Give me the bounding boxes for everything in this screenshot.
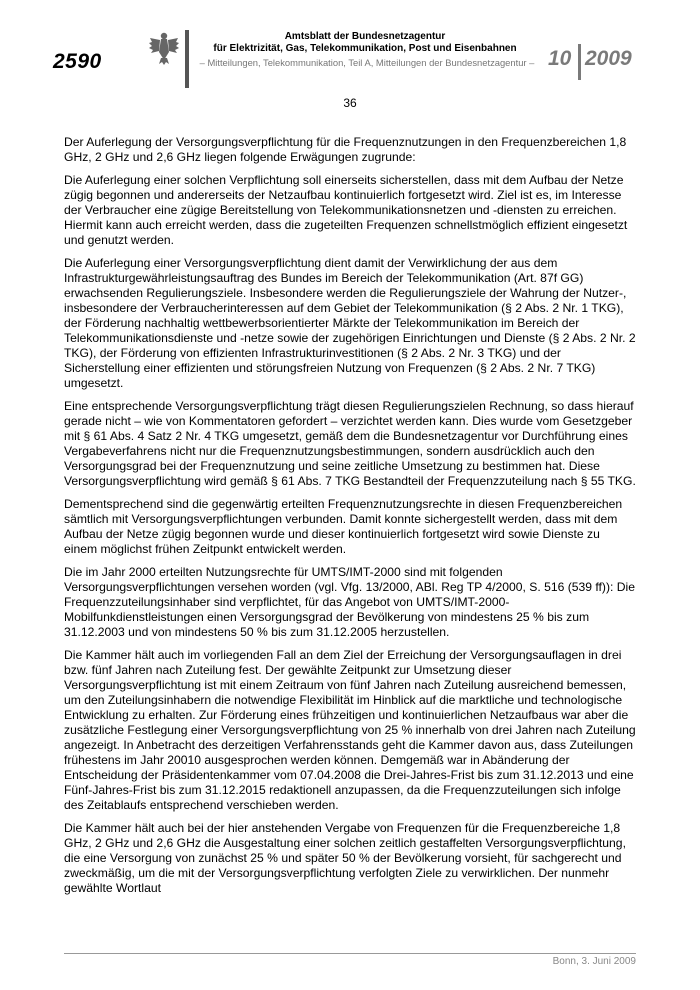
document-body — [64, 135, 636, 904]
issue-number: 10 — [548, 47, 572, 70]
paragraph: Eine entsprechende Versorgungsverpflichtung trägt diesen Regulierungszielen Rechnung, so dass hierauf gerade nicht – wie von Kommentatoren gefordert – verzichtet werden kann. Dies wurde vom Gesetzgeber mit § 61 Abs. 4 Satz 2 Nr. 4 TKG umgesetzt, gemäß dem die Bundesnetzagentur vor Durchführung eines Vergabeverfahrens nicht nur die Frequenznutzungsbestimmungen, sondern ausdrücklich auch den Versorgungsgrad bei der Frequenznutzung und seine zeitliche Umsetzung zu bestimmen hat. Diese Versorgungsverpflichtung wird gemäß § 61 Abs. 7 TKG Bestandteil der Frequenzzuteilung nach § 55 TKG. — [64, 399, 636, 488]
issue-divider — [578, 44, 581, 80]
journal-title-line1: Amtsblatt der Bundesnetzagentur — [284, 31, 446, 42]
body-page-number: 36 — [343, 96, 357, 110]
journal-subtitle: – Mitteilungen, Telekommunikation, Teil A, Mitteilungen der Bundesnetzagentur – — [199, 57, 535, 68]
logo-divider — [185, 30, 189, 88]
paragraph: Die Kammer hält auch bei der hier anstehenden Vergabe von Frequenzen für die Frequenzbereiche 1,8 GHz, 2 GHz und 2,6 GHz die Ausgestaltung einer solchen zeitlich gestaffelten Versorgungsverpflichtung, die eine Versorgung von zunächst 25 % und später 50 % der Bevölkerung vorsieht, für sachgerecht und zweckmäßig, um die mit der Versorgungsverpflichtung verfolgten Ziele zu verwirklichen. Der nunmehr gewählte Wortlaut — [64, 821, 626, 895]
paragraph: Die Auferlegung einer solchen Verpflichtung soll einerseits sicherstellen, dass mit dem Aufbau der Netze zügig begonnen und andererseits der Netzaufbau kontinuierlich fortgesetzt wird. Ziel ist es, im Interesse der Verbraucher eine zügige Bereitstellung von Telekommunikationsnetzen und -diensten zu erreichen. Hiermit kann auch erreicht werden, dass die zugeteilten Frequenzen schnellstmöglich effizient eingesetzt und genutzt werden. — [64, 173, 628, 247]
paragraph: Die im Jahr 2000 erteilten Nutzungsrechte für UMTS/IMT-2000 sind mit folgenden Versorgungsverpflichtungen versehen worden (vgl. Vfg. 13/2000, ABl. Reg TP 4/2000, S. 516 (539 ff)): Die Frequenzzuteilungsinhaber sind verpflichtet, für das Angebot von UMTS/IMT-2000-Mobilfunkdienstleistungen einen Versorgungsgrad der Bevölkerung von mindestens 25 % bis zum 31.12.2003 und von mindestens 50 % bis zum 31.12.2005 herzustellen. — [64, 565, 635, 639]
journal-title-line2: für Elektrizität, Gas, Telekommunikation, Post und Eisenbahnen — [213, 43, 517, 54]
paragraph: Dementsprechend sind die gegenwärtig erteilten Frequenznutzungsrechte in diesen Frequenzbereichen sämtlich mit Versorgungsverpflichtungen verbunden. Damit konnte sichergestellt werden, dass mit dem Aufbau der Netze zügig begonnen wurde und dieser kontinuierlich fortgesetzt wird sowie Dienste zu einem möglichst frühen Zeitpunkt entwickelt werden. — [64, 497, 623, 556]
paragraph: Der Auferlegung der Versorgungsverpflichtung für die Frequenznutzungen in den Frequenzbereichen 1,8 GHz, 2 GHz und 2,6 GHz liegen folgende Erwägungen zugrunde: — [64, 135, 627, 164]
issue-year: 2009 — [585, 47, 632, 70]
page-header — [0, 0, 700, 92]
page-number: 2590 — [53, 50, 102, 73]
federal-eagle-icon — [148, 30, 180, 66]
journal-title — [200, 31, 530, 55]
footer-divider — [64, 953, 636, 954]
footer-date: Bonn, 3. Juni 2009 — [552, 956, 636, 967]
paragraph: Die Auferlegung einer Versorgungsverpflichtung dient damit der Verwirklichung der aus dem Infrastrukturgewährleistungsauftrag des Bundes im Bereich der Telekommunikation (Art. 87f GG) erwachsenden Regulierungsziele. Insbesondere werden die Regulierungsziele der Wahrung der Nutzer-, insbesondere der Verbraucherinteressen auf dem Gebiet der Telekommunikation (§ 2 Abs. 2 Nr. 1 TKG), der Förderung nachhaltig wettbewerbsorientierter Märkte der Telekommunikation im Bereich der Telekommunikationsdienste und -netze sowie der zugehörigen Einrichtungen und Dienste (§ 2 Abs. 2 Nr. 2 TKG), der Förderung von effizienten Infrastrukturinvestitionen (§ 2 Abs. 2 Nr. 3 TKG) und der Sicherstellung einer effizienten und störungsfreien Nutzung von Frequenzen (§ 2 Abs. 2 Nr. 7 TKG) umgesetzt. — [64, 256, 636, 390]
paragraph: Die Kammer hält auch im vorliegenden Fall an dem Ziel der Erreichung der Versorgungsauflagen in drei bzw. fünf Jahren nach Zuteilung fest. Der gewählte Zeitpunkt zur Umsetzung dieser Versorgungsverpflichtung ist mit einem Zeitraum von fünf Jahren nach Zuteilung ausreichend bemessen, um den Zuteilungsinhabern die notwendige Flexibilität im Hinblick auf die marktliche und technologische Entwicklung zu erhalten. Zur Förderung eines frühzeitigen und kontinuierlichen Netzaufbaus war aber die zusätzliche Festlegung einer Versorgungsverpflichtung von 25 % innerhalb von drei Jahren nach Zuteilung angezeigt. In Anbetracht des derzeitigen Verfahrensstands geht die Kammer davon aus, dass Zuteilungen frühestens im Jahr 20010 ausgesprochen werden können. Demgemäß war in Abänderung der Entscheidung der Präsidentenkammer vom 07.04.2008 die Drei-Jahres-Frist bis zum 31.12.2013 und eine Fünf-Jahres-Frist bis zum 31.12.2015 redaktionell anzupassen, da die Frequenzzuteilungen sich infolge des Zeitablaufs entsprechend verschieben werden. — [64, 648, 636, 812]
